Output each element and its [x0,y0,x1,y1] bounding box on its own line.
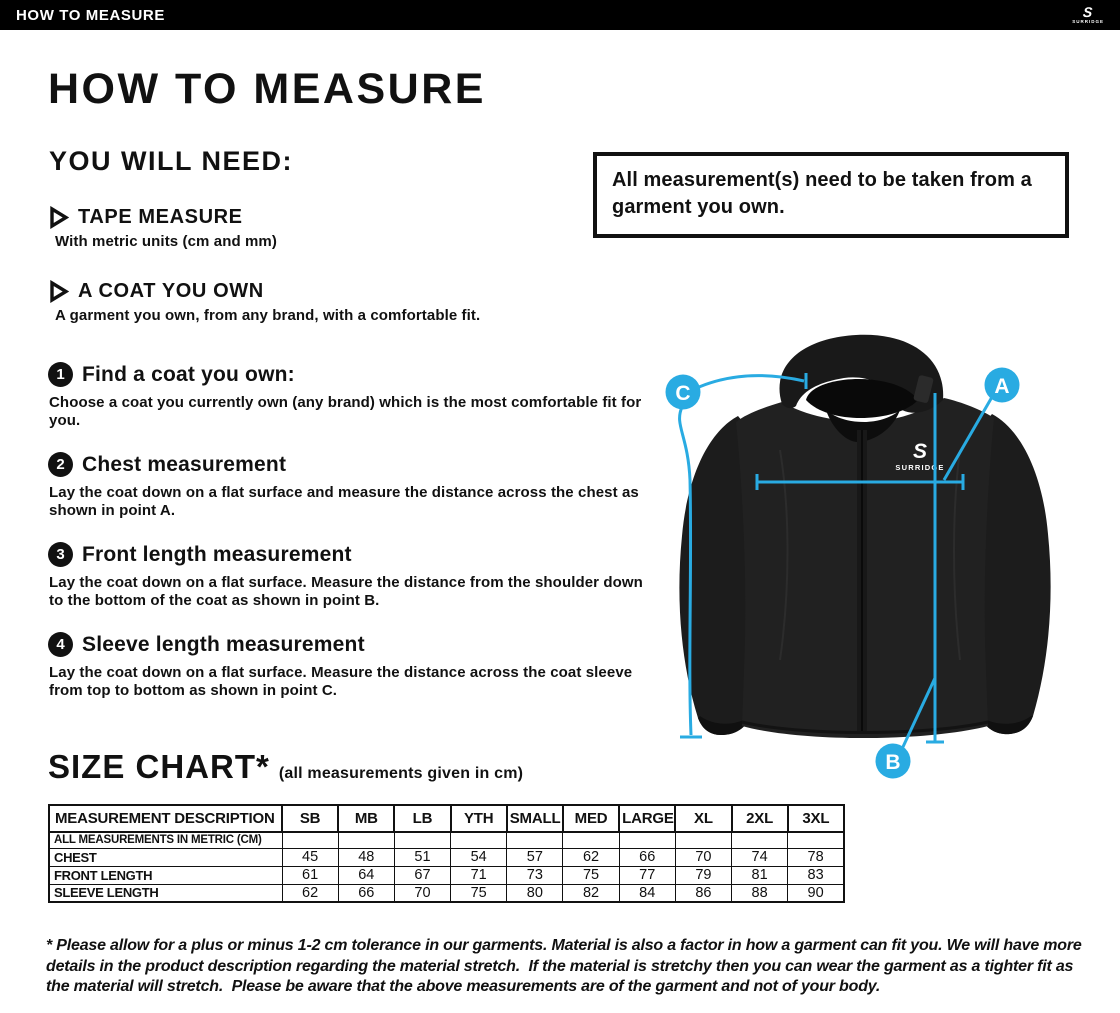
need-item-tape-measure [49,206,277,250]
measurement-value: 62 [563,848,619,866]
col-header-size: LB [394,805,450,832]
need-item-description: With metric units (cm and mm) [55,233,277,250]
empty-cell [338,832,394,848]
step-title: Find a coat you own: [82,362,295,386]
measurement-value: 51 [394,848,450,866]
measurement-value: 90 [788,884,844,902]
step-number-badge: 3 [48,542,73,567]
size-chart-subtitle: (all measurements given in cm) [278,765,524,782]
measurement-value: 86 [675,884,731,902]
size-chart-table [48,804,845,903]
step-3 [48,542,658,609]
measurement-value: 83 [788,866,844,884]
metric-note-row [49,832,844,848]
step-number-badge: 4 [48,632,73,657]
measurement-value: 77 [619,866,675,884]
garment-logo-text: SURRIDGE [895,463,945,472]
measurement-value: 82 [563,884,619,902]
surridge-s-icon: S [1082,4,1094,21]
empty-cell [563,832,619,848]
measurement-note-box [593,152,1069,238]
garment-logo-s-icon: S [912,440,928,463]
measurement-value: 61 [282,866,338,884]
measurement-label: CHEST [49,848,282,866]
col-header-size: LARGE [619,805,675,832]
tolerance-disclaimer: * Please allow for a plus or minus 1-2 cm tolerance in our garments. Material is also a factor in how a garment can fit you. We will have more details in the product description regarding the material stretch. If the material is stretchy then you can wear the garment as a tighter fit as the material will stretch. Please be aware that the above measurements are of the garment and not of your body. [46,937,1086,995]
step-title: Sleeve length measurement [82,632,365,656]
label-a: A [994,375,1010,398]
need-item-coat [49,280,480,324]
col-header-size: XL [675,805,731,832]
table-row [49,848,844,866]
step-number-badge: 2 [48,452,73,477]
empty-cell [675,832,731,848]
step-title: Chest measurement [82,452,287,476]
metric-note-label: ALL MEASUREMENTS IN METRIC (CM) [49,832,282,848]
empty-cell [507,832,563,848]
size-chart-title: SIZE CHART* [48,748,270,785]
triangle-bullet-icon [49,206,69,229]
step-description: Lay the coat down on a flat surface. Measure the distance from the shoulder down to the bottom of the coat as shown in point B. [49,574,643,609]
measurement-label: SLEEVE LENGTH [49,884,282,902]
measurement-value: 79 [675,866,731,884]
empty-cell [619,832,675,848]
measurement-value: 73 [507,866,563,884]
col-header-size: SMALL [507,805,563,832]
measurement-value: 81 [732,866,788,884]
measurement-value: 70 [675,848,731,866]
measurement-value: 66 [338,884,394,902]
jacket-illustration [630,330,1120,810]
step-2 [48,452,658,519]
need-item-description: A garment you own, from any brand, with a comfortable fit. [55,307,481,324]
col-header-description: MEASUREMENT DESCRIPTION [49,805,282,832]
table-row [49,884,844,902]
col-header-size: SB [282,805,338,832]
label-b: B [885,751,901,774]
measurement-value: 70 [394,884,450,902]
measurement-value: 62 [282,884,338,902]
empty-cell [394,832,450,848]
jacket-measurement-diagram [630,330,1120,810]
measurement-value: 75 [563,866,619,884]
triangle-bullet-icon [49,280,69,303]
you-will-need-heading: YOU WILL NEED: [49,146,294,176]
measurement-value: 64 [338,866,394,884]
step-4 [48,632,658,699]
empty-cell [282,832,338,848]
size-chart-heading [48,748,523,786]
measurement-value: 78 [788,848,844,866]
empty-cell [451,832,507,848]
measurement-note-text: All measurement(s) need to be taken from a garment you own. [612,169,1032,218]
need-item-title: TAPE MEASURE [78,206,243,228]
size-chart-body [49,832,844,902]
measurement-value: 48 [338,848,394,866]
col-header-size: MB [338,805,394,832]
step-description: Lay the coat down on a flat surface. Measure the distance across the coat sleeve from top to bottom as shown in point C. [49,664,633,699]
measurement-value: 71 [451,866,507,884]
surridge-logo-text: SURRIDGE [1072,19,1104,25]
col-header-size: YTH [451,805,507,832]
step-title: Front length measurement [82,542,352,566]
measurement-label: FRONT LENGTH [49,866,282,884]
measurement-value: 66 [619,848,675,866]
measurement-value: 54 [451,848,507,866]
need-item-title: A COAT YOU OWN [78,280,264,302]
col-header-size: 3XL [788,805,844,832]
step-number-badge: 1 [48,362,73,387]
top-bar [0,0,1120,30]
label-c: C [675,382,691,405]
measurement-value: 88 [732,884,788,902]
empty-cell [732,832,788,848]
step-1 [48,362,658,429]
table-row [49,866,844,884]
measurement-value: 84 [619,884,675,902]
measurement-value: 74 [732,848,788,866]
page-title: HOW TO MEASURE [48,65,486,113]
step-description: Choose a coat you currently own (any brand) which is the most comfortable fit for you. [49,394,642,429]
col-header-size: 2XL [732,805,788,832]
step-description: Lay the coat down on a flat surface and measure the distance across the chest as shown in point A. [49,484,639,519]
measurement-value: 45 [282,848,338,866]
empty-cell [788,832,844,848]
size-chart-header-row [49,805,844,832]
surridge-logo [1072,5,1104,25]
col-header-size: MED [563,805,619,832]
measurement-value: 67 [394,866,450,884]
measurement-value: 75 [451,884,507,902]
top-bar-title: HOW TO MEASURE [16,6,165,24]
measurement-value: 80 [507,884,563,902]
measurement-value: 57 [507,848,563,866]
